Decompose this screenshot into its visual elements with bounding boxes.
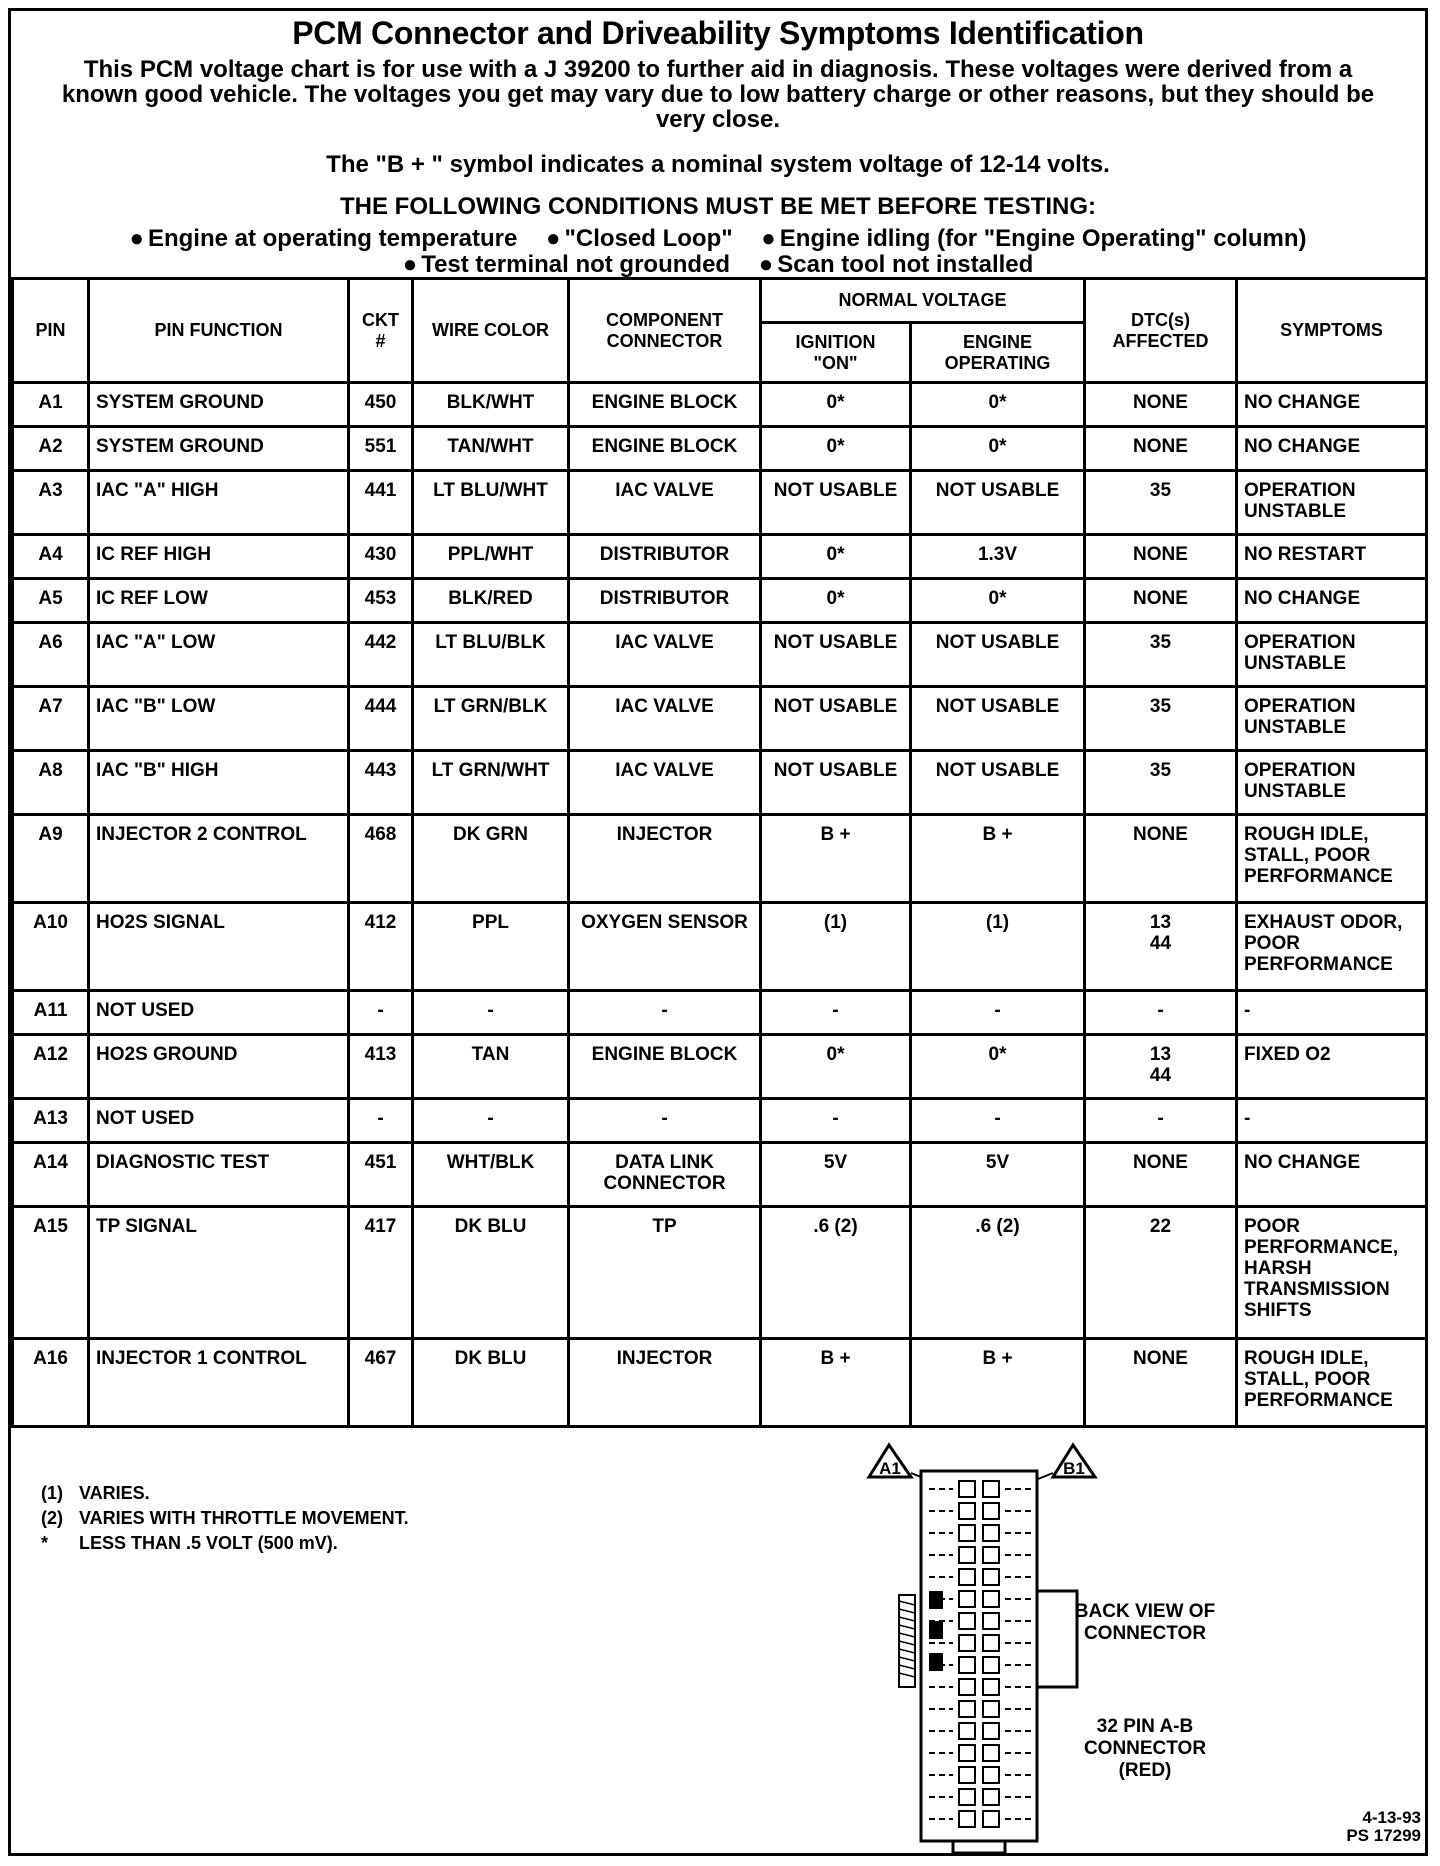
table-cell-engine-operating: NOT USABLE — [911, 687, 1085, 751]
connector-pin-cavity — [983, 1547, 999, 1563]
table-row — [13, 427, 1427, 471]
table-cell-component: - — [569, 991, 761, 1035]
table-cell-wire-color: DK BLU — [413, 1207, 569, 1339]
table-cell-dtc: NONE — [1085, 535, 1237, 579]
connector-pin-cavity — [959, 1679, 975, 1695]
table-cell-symptoms: POOR PERFORMANCE, HARSH TRANSMISSION SHIFTS — [1237, 1207, 1427, 1339]
table-cell-engine-operating: NOT USABLE — [911, 751, 1085, 815]
table-cell-function: SYSTEM GROUND — [89, 427, 349, 471]
header-pin: PIN — [13, 279, 89, 383]
table-cell-ckt: 412 — [349, 903, 413, 991]
table-cell-pin: A5 — [13, 579, 89, 623]
table-cell-ckt: 467 — [349, 1339, 413, 1427]
table-cell-symptoms: FIXED O2 — [1237, 1035, 1427, 1099]
table-cell-ignition-on: NOT USABLE — [761, 687, 911, 751]
connector-pin-cavity — [983, 1481, 999, 1497]
table-cell-engine-operating: - — [911, 1099, 1085, 1143]
header-pin-function: PIN FUNCTION — [89, 279, 349, 383]
table-cell-ckt: 441 — [349, 471, 413, 535]
connector-pin-cavity — [959, 1481, 975, 1497]
table-cell-engine-operating: 0* — [911, 383, 1085, 427]
document-ref: PS 17299 — [1346, 1826, 1421, 1845]
table-cell-function: IC REF LOW — [89, 579, 349, 623]
table-row — [13, 579, 1427, 623]
table-cell-wire-color: TAN/WHT — [413, 427, 569, 471]
table-cell-ckt: 551 — [349, 427, 413, 471]
table-cell-ignition-on: - — [761, 1099, 911, 1143]
table-cell-ignition-on: 0* — [761, 383, 911, 427]
table-cell-function: NOT USED — [89, 991, 349, 1035]
table-cell-dtc: 35 — [1085, 471, 1237, 535]
table-cell-engine-operating: NOT USABLE — [911, 471, 1085, 535]
table-cell-ckt: 443 — [349, 751, 413, 815]
table-cell-symptoms: - — [1237, 1099, 1427, 1143]
table-cell-symptoms: EXHAUST ODOR, POOR PERFORMANCE — [1237, 903, 1427, 991]
table-cell-component: INJECTOR — [569, 1339, 761, 1427]
table-cell-engine-operating: 0* — [911, 579, 1085, 623]
connector-pin-cavity — [959, 1745, 975, 1761]
table-cell-pin: A15 — [13, 1207, 89, 1339]
bullet-icon: ● — [129, 225, 144, 252]
bullet-icon: ● — [402, 251, 418, 278]
table-row — [13, 1143, 1427, 1207]
table-row — [13, 623, 1427, 687]
table-cell-ckt: 430 — [349, 535, 413, 579]
table-cell-symptoms: ROUGH IDLE, STALL, POOR PERFORMANCE — [1237, 815, 1427, 903]
table-row — [13, 1207, 1427, 1339]
table-cell-pin: A2 — [13, 427, 89, 471]
table-cell-symptoms: - — [1237, 991, 1427, 1035]
table-cell-component: OXYGEN SENSOR — [569, 903, 761, 991]
table-cell-function: IAC "A" LOW — [89, 623, 349, 687]
document-title: PCM Connector and Driveability Symptoms Identification — [292, 15, 1144, 51]
table-cell-ignition-on: 0* — [761, 579, 911, 623]
bullet-icon: ● — [758, 251, 774, 278]
header-ckt: CKT # — [349, 279, 413, 383]
table-cell-pin: A1 — [13, 383, 89, 427]
connector-pin-cavity — [983, 1569, 999, 1585]
footnote-mark: (2) — [41, 1508, 63, 1528]
document-frame — [8, 8, 1428, 1856]
table-cell-ignition-on: B + — [761, 815, 911, 903]
connector-pin-cavity — [983, 1591, 999, 1607]
a1-marker — [869, 1445, 911, 1478]
table-row — [13, 751, 1427, 815]
table-cell-component: ENGINE BLOCK — [569, 1035, 761, 1099]
table-cell-engine-operating: 1.3V — [911, 535, 1085, 579]
table-cell-dtc: NONE — [1085, 815, 1237, 903]
conditions-line-1 — [11, 225, 1425, 253]
table-cell-symptoms: OPERATION UNSTABLE — [1237, 471, 1427, 535]
table-cell-wire-color: LT BLU/BLK — [413, 623, 569, 687]
connector-pin-cavity — [959, 1569, 975, 1585]
table-cell-ignition-on: NOT USABLE — [761, 471, 911, 535]
table-cell-pin: A12 — [13, 1035, 89, 1099]
table-cell-ignition-on: NOT USABLE — [761, 623, 911, 687]
b1-marker — [1053, 1445, 1095, 1478]
condition-item: "Closed Loop" — [564, 225, 733, 252]
table-cell-wire-color: LT BLU/WHT — [413, 471, 569, 535]
table-cell-ckt: 444 — [349, 687, 413, 751]
header-engine-operating: ENGINE OPERATING — [911, 323, 1085, 383]
table-cell-symptoms: NO CHANGE — [1237, 1143, 1427, 1207]
header-dtcs-affected: DTC(s) AFFECTED — [1085, 279, 1237, 383]
table-cell-ckt: - — [349, 991, 413, 1035]
table-cell-engine-operating: .6 (2) — [911, 1207, 1085, 1339]
table-cell-pin: A8 — [13, 751, 89, 815]
table-cell-engine-operating: 0* — [911, 427, 1085, 471]
table-row — [13, 535, 1427, 579]
table-cell-symptoms: NO RESTART — [1237, 535, 1427, 579]
table-cell-ignition-on: 5V — [761, 1143, 911, 1207]
table-cell-function: HO2S GROUND — [89, 1035, 349, 1099]
table-cell-component: IAC VALVE — [569, 687, 761, 751]
table-cell-dtc: - — [1085, 991, 1237, 1035]
table-cell-engine-operating: NOT USABLE — [911, 623, 1085, 687]
table-cell-engine-operating: 5V — [911, 1143, 1085, 1207]
table-cell-component: IAC VALVE — [569, 623, 761, 687]
table-cell-function: TP SIGNAL — [89, 1207, 349, 1339]
table-cell-pin: A16 — [13, 1339, 89, 1427]
footnote-text: LESS THAN .5 VOLT (500 mV). — [79, 1533, 338, 1553]
table-cell-engine-operating: - — [911, 991, 1085, 1035]
table-cell-ckt: - — [349, 1099, 413, 1143]
document-header — [11, 11, 1425, 277]
table-cell-symptoms: NO CHANGE — [1237, 579, 1427, 623]
table-row — [13, 991, 1427, 1035]
connector-pin-cavity — [983, 1525, 999, 1541]
table-cell-wire-color: DK GRN — [413, 815, 569, 903]
connector-pin-cavity — [959, 1811, 975, 1827]
connector-pin-cavity — [983, 1723, 999, 1739]
conditions-line-2 — [11, 251, 1425, 279]
connector-pin-cavity — [983, 1657, 999, 1673]
table-cell-ckt: 468 — [349, 815, 413, 903]
table-cell-symptoms: NO CHANGE — [1237, 427, 1427, 471]
connector-pin-cavity — [983, 1767, 999, 1783]
table-cell-component: DATA LINK CONNECTOR — [569, 1143, 761, 1207]
table-cell-dtc: 13 44 — [1085, 903, 1237, 991]
table-cell-component: TP — [569, 1207, 761, 1339]
table-cell-dtc: 22 — [1085, 1207, 1237, 1339]
back-view-label: BACK VIEW OF CONNECTOR — [1074, 1601, 1216, 1644]
table-cell-function: DIAGNOSTIC TEST — [89, 1143, 349, 1207]
document-date: 4-13-93 — [1362, 1808, 1421, 1827]
pcm-table-body — [13, 383, 1427, 1427]
table-cell-dtc: NONE — [1085, 383, 1237, 427]
table-cell-function: IAC "B" HIGH — [89, 751, 349, 815]
a1-label: A1 — [879, 1459, 901, 1478]
table-cell-dtc: 13 44 — [1085, 1035, 1237, 1099]
table-cell-function: HO2S SIGNAL — [89, 903, 349, 991]
table-cell-wire-color: BLK/RED — [413, 579, 569, 623]
connector-pin-cavity — [959, 1657, 975, 1673]
table-cell-ckt: 450 — [349, 383, 413, 427]
header-wire-color: WIRE COLOR — [413, 279, 569, 383]
table-cell-pin: A14 — [13, 1143, 89, 1207]
connector-pin-cavity — [983, 1811, 999, 1827]
connector-pin-cavity — [959, 1701, 975, 1717]
connector-pin-cavity — [983, 1635, 999, 1651]
table-row — [13, 1035, 1427, 1099]
table-cell-ignition-on: (1) — [761, 903, 911, 991]
connector-pin-cavity — [959, 1613, 975, 1629]
table-cell-wire-color: WHT/BLK — [413, 1143, 569, 1207]
connector-diagram — [841, 1441, 1141, 1853]
table-cell-dtc: NONE — [1085, 427, 1237, 471]
table-cell-engine-operating: 0* — [911, 1035, 1085, 1099]
connector-pin-cavity — [959, 1503, 975, 1519]
connector-pin-cavity — [959, 1525, 975, 1541]
table-cell-ckt: 451 — [349, 1143, 413, 1207]
pcm-voltage-table — [11, 277, 1428, 1428]
bullet-icon: ● — [761, 225, 776, 252]
connector-pin-cavity — [983, 1613, 999, 1629]
condition-item: Engine idling (for "Engine Operating" column) — [779, 225, 1307, 252]
footnote-text: VARIES WITH THROTTLE MOVEMENT. — [79, 1508, 409, 1528]
connector-pin-cavity — [959, 1547, 975, 1563]
footnotes — [41, 1481, 409, 1556]
connector-pin-cavity — [959, 1789, 975, 1805]
header-component-connector: COMPONENT CONNECTOR — [569, 279, 761, 383]
footnote-1 — [41, 1481, 409, 1506]
table-cell-ignition-on: NOT USABLE — [761, 751, 911, 815]
table-cell-pin: A13 — [13, 1099, 89, 1143]
footnote-mark: * — [41, 1533, 49, 1553]
table-cell-ckt: 453 — [349, 579, 413, 623]
table-cell-dtc: - — [1085, 1099, 1237, 1143]
table-cell-function: INJECTOR 2 CONTROL — [89, 815, 349, 903]
table-cell-component: INJECTOR — [569, 815, 761, 903]
b1-label: B1 — [1063, 1459, 1085, 1478]
table-cell-pin: A6 — [13, 623, 89, 687]
table-cell-function: SYSTEM GROUND — [89, 383, 349, 427]
table-cell-symptoms: NO CHANGE — [1237, 383, 1427, 427]
condition-item: Test terminal not grounded — [421, 251, 731, 278]
table-cell-function: IAC "A" HIGH — [89, 471, 349, 535]
header-symptoms: SYMPTOMS — [1237, 279, 1427, 383]
table-cell-wire-color: PPL — [413, 903, 569, 991]
table-cell-function: IAC "B" LOW — [89, 687, 349, 751]
table-cell-ignition-on: - — [761, 991, 911, 1035]
b-plus-note: The "B + " symbol indicates a nominal system voltage of 12-14 volts. — [326, 151, 1110, 178]
connector-pin-cavity — [959, 1723, 975, 1739]
table-cell-wire-color: - — [413, 991, 569, 1035]
table-cell-function: INJECTOR 1 CONTROL — [89, 1339, 349, 1427]
table-cell-component: DISTRIBUTOR — [569, 535, 761, 579]
condition-item: Scan tool not installed — [777, 251, 1034, 278]
table-cell-wire-color: PPL/WHT — [413, 535, 569, 579]
table-cell-component: ENGINE BLOCK — [569, 383, 761, 427]
table-cell-dtc: 35 — [1085, 687, 1237, 751]
connector-pin-cavity — [983, 1503, 999, 1519]
table-cell-dtc: NONE — [1085, 579, 1237, 623]
table-cell-symptoms: OPERATION UNSTABLE — [1237, 623, 1427, 687]
table-cell-dtc: NONE — [1085, 1143, 1237, 1207]
table-cell-wire-color: BLK/WHT — [413, 383, 569, 427]
table-cell-pin: A4 — [13, 535, 89, 579]
table-cell-component: DISTRIBUTOR — [569, 579, 761, 623]
table-cell-ignition-on: 0* — [761, 535, 911, 579]
footnote-text: VARIES. — [79, 1483, 150, 1503]
condition-item: Engine at operating temperature — [147, 225, 518, 252]
table-cell-pin: A3 — [13, 471, 89, 535]
table-row — [13, 383, 1427, 427]
connector-pin-cavity — [983, 1701, 999, 1717]
table-cell-ignition-on: .6 (2) — [761, 1207, 911, 1339]
table-row — [13, 687, 1427, 751]
connector-pin-cavity — [959, 1767, 975, 1783]
footnote-3 — [41, 1531, 409, 1556]
table-cell-engine-operating: B + — [911, 815, 1085, 903]
table-cell-wire-color: LT GRN/WHT — [413, 751, 569, 815]
document-date-ref — [1301, 1809, 1421, 1845]
table-cell-pin: A9 — [13, 815, 89, 903]
table-cell-ignition-on: 0* — [761, 1035, 911, 1099]
connector-pin-cavity — [959, 1635, 975, 1651]
table-cell-dtc: 35 — [1085, 623, 1237, 687]
table-cell-ignition-on: 0* — [761, 427, 911, 471]
table-cell-pin: A7 — [13, 687, 89, 751]
connector-spec-label: 32 PIN A-B CONNECTOR (RED) — [1083, 1716, 1207, 1781]
table-cell-function: IC REF HIGH — [89, 535, 349, 579]
bullet-icon: ● — [546, 225, 561, 252]
table-row — [13, 1099, 1427, 1143]
conditions-title: THE FOLLOWING CONDITIONS MUST BE MET BEFORE TESTING: — [340, 193, 1096, 220]
table-cell-component: IAC VALVE — [569, 751, 761, 815]
table-cell-symptoms: ROUGH IDLE, STALL, POOR PERFORMANCE — [1237, 1339, 1427, 1427]
table-cell-component: IAC VALVE — [569, 471, 761, 535]
footer-section — [11, 1441, 1425, 1853]
table-cell-engine-operating: (1) — [911, 903, 1085, 991]
connector-pin-cavity — [983, 1745, 999, 1761]
table-cell-ckt: 442 — [349, 623, 413, 687]
table-row — [13, 903, 1427, 991]
intro-paragraph: This PCM voltage chart is for use with a J 39200 to further aid in diagnosis. These voltages were derived from a known good vehicle. The voltages you get may vary due to low battery charge or other reasons, but they should be very close. — [61, 56, 1375, 133]
table-cell-component: ENGINE BLOCK — [569, 427, 761, 471]
table-cell-ignition-on: B + — [761, 1339, 911, 1427]
table-cell-ckt: 413 — [349, 1035, 413, 1099]
table-cell-ckt: 417 — [349, 1207, 413, 1339]
connector-pin-cavity — [983, 1789, 999, 1805]
table-cell-pin: A10 — [13, 903, 89, 991]
table-cell-dtc: 35 — [1085, 751, 1237, 815]
connector-pin-cavity — [983, 1679, 999, 1695]
header-ignition-on: IGNITION "ON" — [761, 323, 911, 383]
table-row — [13, 471, 1427, 535]
connector-pin-cavity — [959, 1591, 975, 1607]
table-cell-dtc: NONE — [1085, 1339, 1237, 1427]
table-cell-engine-operating: B + — [911, 1339, 1085, 1427]
table-cell-wire-color: - — [413, 1099, 569, 1143]
table-cell-component: - — [569, 1099, 761, 1143]
table-cell-wire-color: LT GRN/BLK — [413, 687, 569, 751]
table-cell-wire-color: DK BLU — [413, 1339, 569, 1427]
table-row — [13, 815, 1427, 903]
table-cell-symptoms: OPERATION UNSTABLE — [1237, 687, 1427, 751]
footnote-2 — [41, 1506, 409, 1531]
table-cell-function: NOT USED — [89, 1099, 349, 1143]
table-cell-symptoms: OPERATION UNSTABLE — [1237, 751, 1427, 815]
table-cell-pin: A11 — [13, 991, 89, 1035]
header-normal-voltage: NORMAL VOLTAGE — [761, 279, 1085, 323]
table-row — [13, 1339, 1427, 1427]
footnote-mark: (1) — [41, 1483, 63, 1503]
table-cell-wire-color: TAN — [413, 1035, 569, 1099]
